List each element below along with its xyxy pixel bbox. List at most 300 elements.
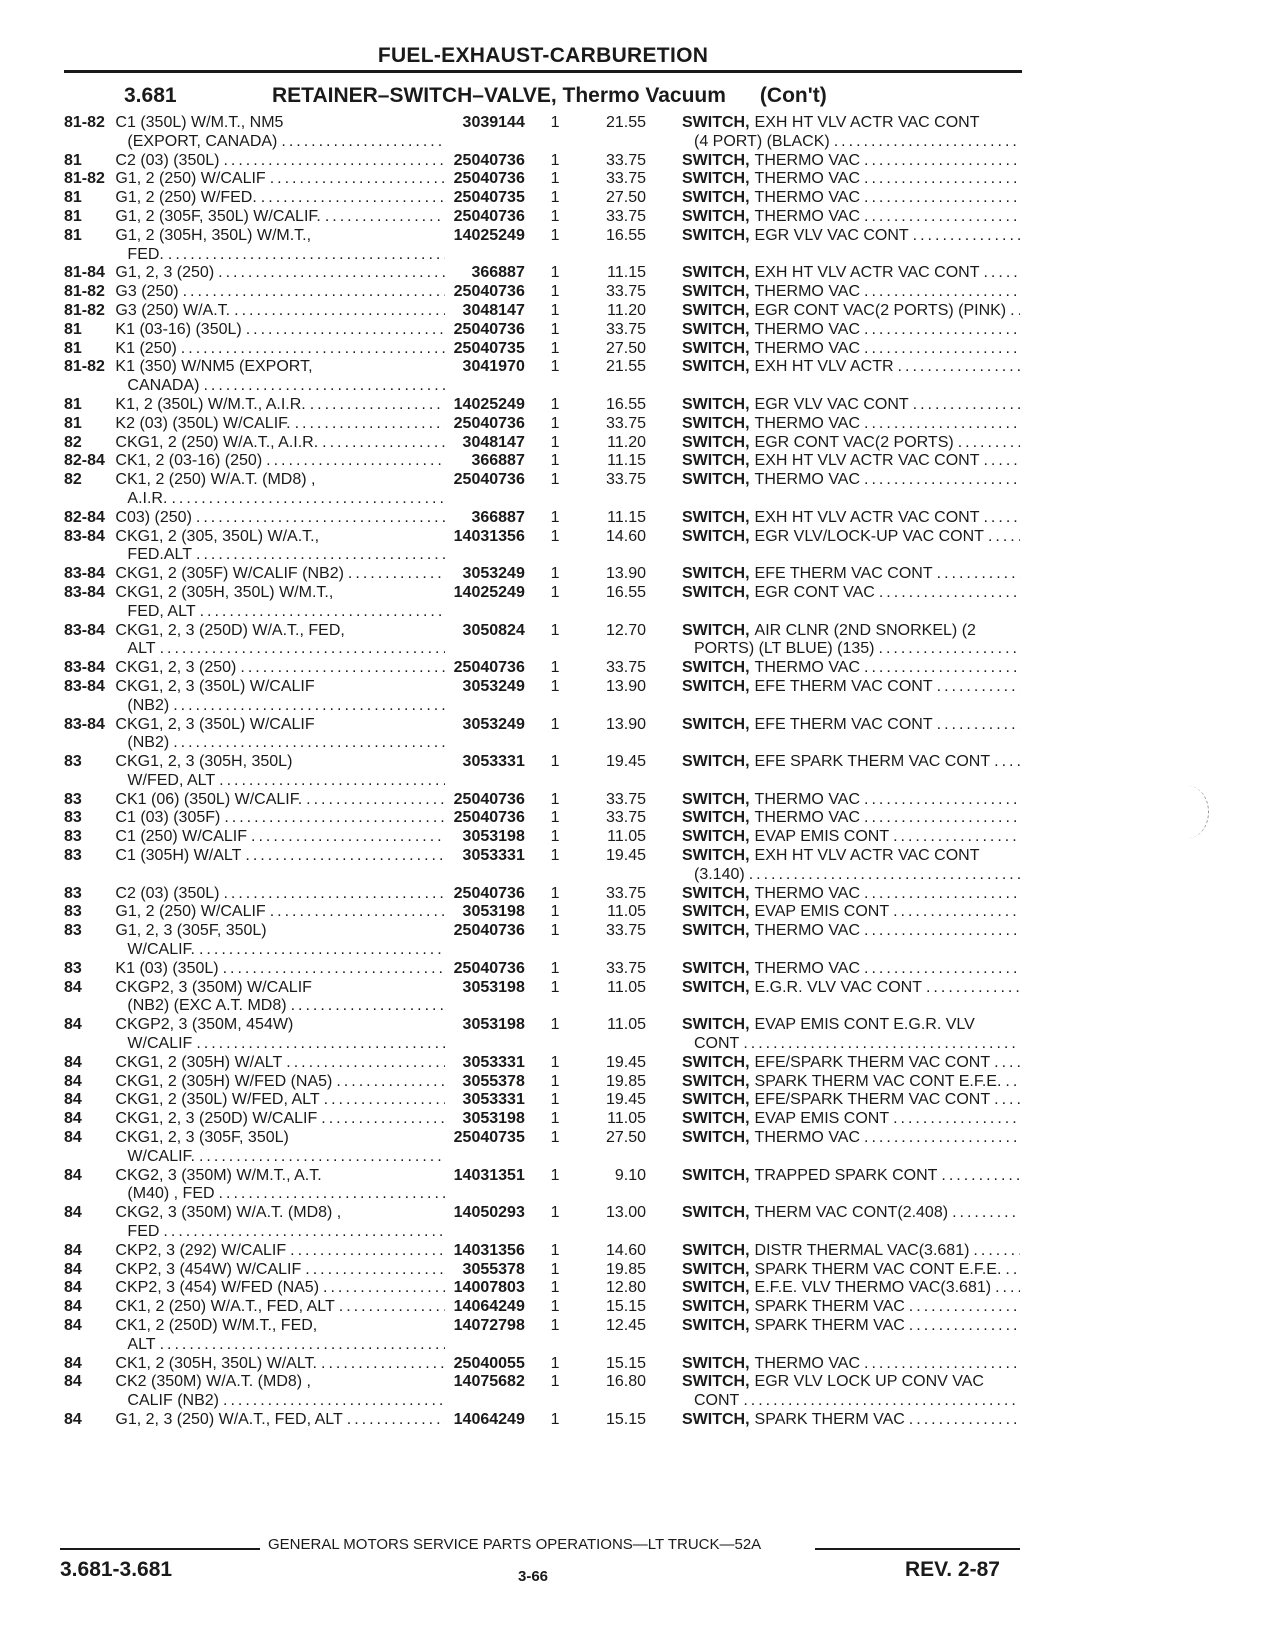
application-description [115, 1204, 449, 1242]
part-name [682, 1073, 1024, 1092]
description-text: CK1, 2 (250) W/A.T. (MD8) , [115, 471, 316, 489]
description-line [115, 358, 449, 377]
part-category: SWITCH, [682, 1298, 750, 1316]
section-title: RETAINER–SWITCH–VALVE, Thermo Vacuum [272, 84, 726, 107]
part-name [682, 828, 1024, 847]
part-number: 3048147 [462, 301, 525, 319]
dot-leader [200, 603, 446, 622]
model-year: 83 [64, 903, 82, 921]
description-text: (NB2) (EXC A.T. MD8) [127, 997, 287, 1015]
price: 33.75 [605, 790, 646, 808]
dot-leader [864, 471, 1020, 490]
application-description [115, 565, 449, 584]
price: 33.75 [605, 414, 646, 432]
price: 16.55 [605, 583, 646, 601]
part-name-text: THERMO VAC [754, 339, 861, 357]
part-number: 3055378 [462, 1260, 525, 1278]
description-text: C1 (250) W/CALIF [115, 828, 248, 846]
part-number: 25040736 [453, 959, 525, 977]
description-text: CKG1, 2 (250) W/A.T., A.I.R. [115, 433, 319, 451]
description-line [115, 152, 449, 171]
part-name [682, 979, 1024, 998]
part-number: 3053198 [462, 978, 525, 996]
price: 14.60 [605, 1241, 646, 1259]
dot-leader [348, 565, 446, 584]
description-text: CKG1, 2, 3 (305F, 350L) [115, 1129, 289, 1147]
model-year: 81-82 [64, 114, 105, 131]
part-category: SWITCH, [682, 1373, 750, 1391]
price: 33.75 [605, 471, 646, 489]
description-text: A.I.R. [127, 489, 168, 507]
parts-row [64, 208, 1024, 227]
model-year: 81 [64, 320, 82, 338]
description-text: FED.ALT [127, 546, 193, 564]
part-category: SWITCH, [682, 226, 750, 244]
description-line [115, 1355, 449, 1374]
part-name-text: THERMO VAC [754, 1129, 861, 1147]
part-category: SWITCH, [682, 828, 750, 846]
part-name-line [682, 302, 1024, 321]
dot-leader [196, 546, 445, 565]
dot-leader [864, 152, 1020, 171]
description-line [115, 1148, 449, 1167]
model-year: 81 [64, 207, 82, 225]
application-description [115, 227, 449, 265]
part-name-text: EVAP EMIS CONT [754, 1110, 890, 1128]
description-line [115, 1279, 449, 1298]
description-line [115, 697, 449, 716]
model-year: 84 [64, 1129, 82, 1147]
part-number: 25040736 [453, 922, 525, 940]
price: 33.75 [605, 207, 646, 225]
application-description [115, 1355, 449, 1374]
application-description [115, 828, 449, 847]
dot-leader [864, 809, 1020, 828]
description-line [115, 1392, 449, 1411]
dot-leader [183, 283, 446, 302]
dot-leader [983, 509, 1020, 528]
description-text: C2 (03) (350L) [115, 884, 220, 902]
description-line [115, 415, 449, 434]
model-year: 83-84 [64, 621, 105, 639]
part-name [682, 1110, 1024, 1129]
description-line [115, 1035, 449, 1054]
part-name-text: EFE SPARK THERM VAC CONT [754, 753, 991, 771]
part-name-text: EFE THERM VAC CONT [754, 565, 933, 583]
dot-leader [266, 452, 445, 471]
dot-leader [743, 1392, 1020, 1411]
description-text: CK1, 2 (03-16) (250) [115, 452, 263, 470]
price: 33.75 [605, 283, 646, 301]
dot-leader [323, 1279, 445, 1298]
part-category: SWITCH, [682, 884, 750, 902]
application-description [115, 622, 449, 660]
part-number: 25040736 [453, 809, 525, 827]
dot-leader [160, 640, 446, 659]
part-name [682, 1016, 1024, 1054]
part-category: SWITCH, [682, 1053, 750, 1071]
parts-row [64, 340, 1024, 359]
description-line [115, 546, 449, 565]
parts-row [64, 434, 1024, 453]
application-description [115, 283, 449, 302]
part-name [682, 565, 1024, 584]
description-line [115, 1373, 449, 1392]
part-name-line [682, 114, 1024, 133]
part-name-text: EXH HT VLV ACTR [754, 358, 894, 376]
parts-row [64, 1204, 1024, 1242]
parts-row [64, 1242, 1024, 1261]
dot-leader [223, 885, 445, 904]
model-year: 81 [64, 226, 82, 244]
quantity: 1 [550, 715, 560, 733]
description-text: G1, 2 (250) W/CALIF [115, 903, 266, 921]
part-name [682, 1373, 1024, 1411]
part-number: 25040055 [453, 1354, 525, 1372]
part-name-line [682, 452, 1024, 471]
dot-leader [988, 528, 1020, 547]
price: 33.75 [605, 151, 646, 169]
quantity: 1 [550, 170, 560, 188]
dot-leader [199, 941, 445, 960]
part-name [682, 321, 1024, 340]
part-number: 366887 [471, 452, 525, 470]
model-year: 84 [64, 1354, 82, 1372]
quantity: 1 [550, 1260, 560, 1278]
parts-row [64, 1373, 1024, 1411]
quantity: 1 [550, 452, 560, 470]
part-name-line [682, 1110, 1024, 1129]
application-description [115, 659, 449, 678]
part-name-line [682, 509, 1024, 528]
description-text: G3 (250) [115, 283, 179, 301]
description-line [115, 208, 449, 227]
part-category: SWITCH, [682, 395, 750, 413]
section-heading [124, 84, 827, 108]
part-category: SWITCH, [682, 1204, 750, 1222]
part-category: SWITCH, [682, 151, 750, 169]
quantity: 1 [550, 809, 560, 827]
model-year: 83 [64, 922, 82, 940]
dot-leader [864, 208, 1020, 227]
part-name-line [682, 471, 1024, 490]
description-text: ALT [127, 1335, 156, 1353]
model-year: 84 [64, 1298, 82, 1316]
quantity: 1 [550, 659, 560, 677]
quantity: 1 [550, 1241, 560, 1259]
part-category: SWITCH, [682, 1279, 750, 1297]
model-year: 84 [64, 978, 82, 996]
part-category: SWITCH, [682, 452, 750, 470]
part-category: SWITCH, [682, 1241, 750, 1259]
part-name-line [682, 659, 1024, 678]
part-number: 14025249 [453, 395, 525, 413]
model-year: 83 [64, 959, 82, 977]
description-line [115, 114, 449, 133]
description-text: FED. [127, 245, 164, 263]
part-name-text: EVAP EMIS CONT [754, 903, 890, 921]
part-number: 14007803 [453, 1279, 525, 1297]
price: 11.05 [607, 1016, 646, 1034]
part-name-text: THERMO VAC [754, 922, 861, 940]
part-name-line [682, 152, 1024, 171]
part-number: 14031351 [453, 1166, 525, 1184]
part-number: 25040736 [453, 659, 525, 677]
dot-leader [223, 960, 446, 979]
description-line [115, 509, 449, 528]
part-name-text: EGR CONT VAC(2 PORTS) (PINK) [754, 301, 1007, 319]
description-line [115, 302, 449, 321]
description-line [115, 283, 449, 302]
price: 33.75 [605, 659, 646, 677]
price: 33.75 [605, 884, 646, 902]
description-line [115, 1242, 449, 1261]
description-line [115, 659, 449, 678]
parts-row [64, 1317, 1024, 1355]
part-name-text: SPARK THERM VAC CONT E.F.E. [754, 1072, 1002, 1090]
model-year: 84 [64, 1091, 82, 1109]
part-number: 14025249 [453, 583, 525, 601]
description-line [115, 1223, 449, 1242]
part-number: 3041970 [462, 358, 525, 376]
part-name-text: EXH HT VLV ACTR VAC CONT [754, 847, 980, 865]
quantity: 1 [550, 264, 560, 282]
part-name-text: THERMO VAC [754, 1354, 861, 1372]
quantity: 1 [550, 1053, 560, 1071]
model-year: 83-84 [64, 715, 105, 733]
parts-row [64, 152, 1024, 171]
part-name-text: EXH HT VLV ACTR VAC CONT [754, 508, 980, 526]
parts-row [64, 565, 1024, 584]
part-category: SWITCH, [682, 978, 750, 996]
model-year: 83 [64, 884, 82, 902]
part-category: SWITCH, [682, 809, 750, 827]
application-description [115, 791, 449, 810]
application-description [115, 152, 449, 171]
quantity: 1 [550, 527, 560, 545]
description-line [115, 734, 449, 753]
part-name [682, 114, 1024, 152]
price: 13.90 [605, 715, 646, 733]
part-name-line [682, 189, 1024, 208]
dot-leader [913, 396, 1020, 415]
part-category: SWITCH, [682, 1091, 750, 1109]
description-line [115, 227, 449, 246]
part-name [682, 227, 1024, 246]
dot-leader [325, 208, 446, 227]
part-name [682, 1261, 1024, 1280]
model-year: 83 [64, 828, 82, 846]
dot-leader [864, 922, 1020, 941]
part-name-text: EFE THERM VAC CONT [754, 715, 933, 733]
part-name-text: EGR VLV VAC CONT [754, 226, 909, 244]
price: 33.75 [605, 320, 646, 338]
quantity: 1 [550, 1410, 560, 1428]
part-category: SWITCH, [682, 847, 750, 865]
price: 11.20 [607, 433, 646, 451]
parts-row [64, 809, 1024, 828]
application-description [115, 979, 449, 1017]
footer-rule-left [60, 1548, 260, 1550]
description-text: K1 (03) (350L) [115, 959, 219, 977]
price: 13.90 [605, 677, 646, 695]
dot-leader [168, 246, 446, 265]
price: 19.45 [605, 1091, 646, 1109]
dot-leader [339, 1298, 446, 1317]
dot-leader [898, 358, 1020, 377]
description-line [115, 791, 449, 810]
part-name [682, 960, 1024, 979]
part-name-text: THERMO VAC [754, 189, 861, 207]
model-year: 83 [64, 809, 82, 827]
application-description [115, 1073, 449, 1092]
description-text: CKG1, 2, 3 (350L) W/CALIF [115, 677, 315, 695]
price: 21.55 [605, 358, 646, 376]
dot-leader [995, 1279, 1020, 1298]
description-text: W/CALIF. [127, 1147, 195, 1165]
part-name [682, 434, 1024, 453]
price: 16.55 [605, 226, 646, 244]
dot-leader [199, 1148, 445, 1167]
parts-row [64, 189, 1024, 208]
parts-row [64, 903, 1024, 922]
parts-row [64, 396, 1024, 415]
description-line [115, 1317, 449, 1336]
part-number: 25040736 [453, 884, 525, 902]
parts-row [64, 716, 1024, 754]
dot-leader [879, 584, 1020, 603]
application-description [115, 321, 449, 340]
part-name-text: EGR VLV/LOCK-UP VAC CONT [754, 527, 984, 545]
part-name-text: EFE/SPARK THERM VAC CONT [754, 1053, 991, 1071]
part-category: SWITCH, [682, 358, 750, 376]
part-category: SWITCH, [682, 189, 750, 207]
quantity: 1 [550, 1354, 560, 1372]
dot-leader [958, 434, 1020, 453]
part-name-text: THERMO VAC [754, 809, 861, 827]
part-category: SWITCH, [682, 790, 750, 808]
quantity: 1 [550, 1279, 560, 1297]
application-description [115, 264, 449, 283]
description-line [115, 1091, 449, 1110]
dot-leader [281, 133, 445, 152]
part-name-line [682, 979, 1024, 998]
model-year: 83-84 [64, 583, 105, 601]
dot-leader [973, 1242, 1020, 1261]
part-name [682, 903, 1024, 922]
part-name-line [682, 753, 1024, 772]
model-year: 83 [64, 753, 82, 771]
parts-row [64, 1411, 1024, 1430]
description-line [115, 640, 449, 659]
part-name [682, 1355, 1024, 1374]
part-category: SWITCH, [682, 659, 750, 677]
part-name [682, 302, 1024, 321]
parts-row [64, 170, 1024, 189]
dot-leader [251, 828, 445, 847]
quantity: 1 [550, 1317, 560, 1334]
application-description [115, 1242, 449, 1261]
application-description [115, 509, 449, 528]
part-name-line [682, 1279, 1024, 1298]
part-name-text: SPARK THERM VAC [754, 1317, 905, 1334]
application-description [115, 903, 449, 922]
part-name-line [682, 885, 1024, 904]
description-line [115, 979, 449, 998]
dot-leader [994, 1054, 1020, 1073]
part-category: SWITCH, [682, 283, 750, 301]
price: 27.50 [605, 189, 646, 207]
description-line [115, 1336, 449, 1355]
quantity: 1 [550, 395, 560, 413]
model-year: 82-84 [64, 508, 105, 526]
description-text: (NB2) [127, 696, 170, 714]
application-description [115, 396, 449, 415]
quantity: 1 [550, 207, 560, 225]
application-description [115, 340, 449, 359]
dot-leader [181, 340, 446, 359]
part-name-text: THERMO VAC [754, 884, 861, 902]
parts-row [64, 114, 1024, 152]
dot-leader [983, 264, 1020, 283]
part-name [682, 1242, 1024, 1261]
dot-leader [893, 1110, 1020, 1129]
application-description [115, 1411, 449, 1430]
application-description [115, 358, 449, 396]
part-number: 3053331 [462, 847, 525, 865]
part-name [682, 170, 1024, 189]
part-name-line [682, 340, 1024, 359]
dot-leader [749, 866, 1020, 885]
description-line [115, 753, 449, 772]
model-year: 84 [64, 1410, 82, 1428]
description-line [115, 678, 449, 697]
dot-leader [234, 302, 445, 321]
part-number: 14050293 [453, 1204, 525, 1222]
description-line [115, 1185, 449, 1204]
parts-row [64, 922, 1024, 960]
dot-leader [926, 979, 1020, 998]
part-name-line [682, 809, 1024, 828]
parts-row [64, 1110, 1024, 1129]
part-number: 25040735 [453, 189, 525, 207]
part-category: SWITCH, [682, 1317, 750, 1334]
description-text: CK1, 2 (305H, 350L) W/ALT. [115, 1354, 317, 1372]
application-description [115, 189, 449, 208]
price: 15.15 [605, 1354, 646, 1372]
application-description [115, 1373, 449, 1411]
part-name-text: THERMO VAC [754, 414, 861, 432]
part-name [682, 1054, 1024, 1073]
parts-row [64, 302, 1024, 321]
description-text: W/CALIF [127, 1035, 193, 1053]
part-name-text: THERMO VAC [754, 790, 861, 808]
part-number: 14075682 [453, 1373, 525, 1391]
description-text: CK1, 2 (250) W/A.T., FED, ALT [115, 1298, 335, 1316]
description-line [115, 997, 449, 1016]
part-number: 3048147 [462, 433, 525, 451]
description-text: CK2 (350M) W/A.T. (MD8) , [115, 1373, 311, 1391]
part-name-line [682, 283, 1024, 302]
description-line [115, 452, 449, 471]
part-name-line [682, 1016, 1024, 1035]
part-name [682, 415, 1024, 434]
part-name-text: THERMO VAC [754, 170, 861, 188]
part-category: SWITCH, [682, 264, 750, 282]
dot-leader [173, 697, 445, 716]
price: 11.05 [607, 1110, 646, 1128]
part-name-line [682, 396, 1024, 415]
